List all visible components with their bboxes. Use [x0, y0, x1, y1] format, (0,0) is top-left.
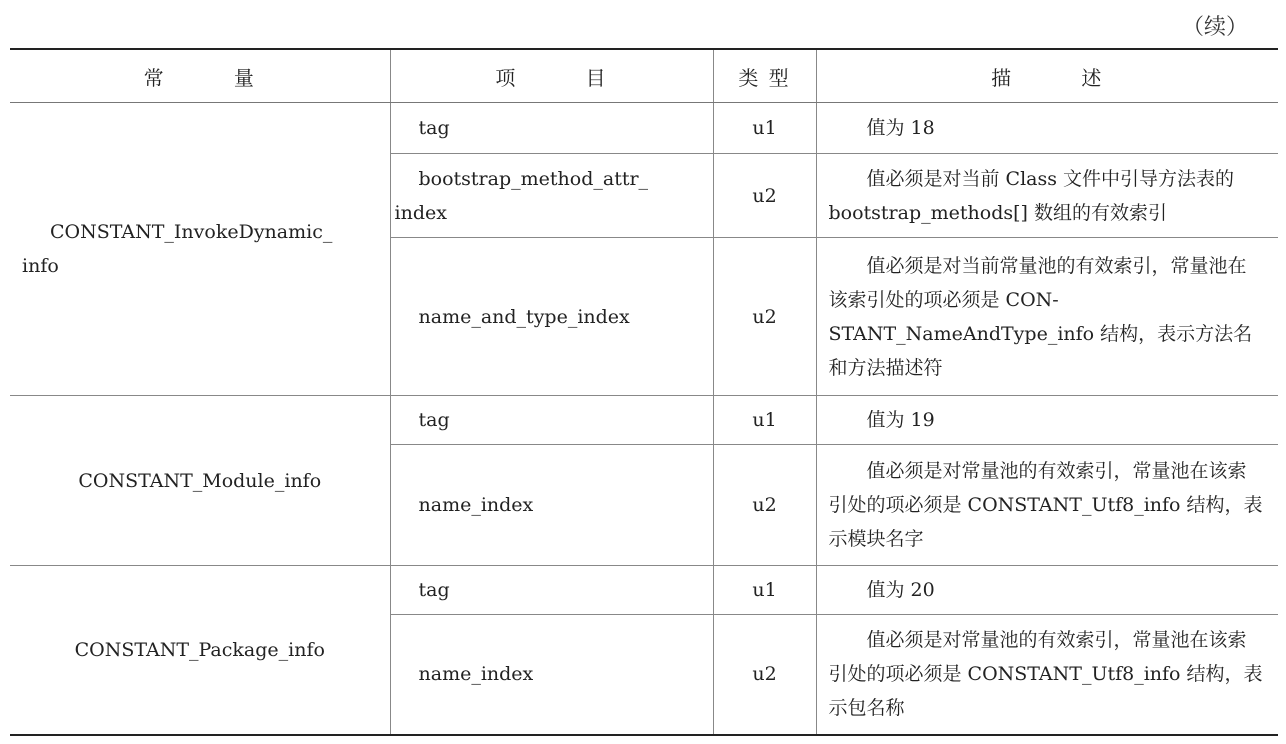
constant-cell-package: CONSTANT_Package_info	[10, 566, 390, 735]
continued-label: （续）	[1181, 15, 1248, 40]
type-cell: u2	[713, 238, 816, 396]
constant-name-line2: info	[22, 255, 59, 277]
constant-pool-table	[10, 48, 1278, 736]
description-text: 值为 19	[866, 409, 935, 431]
description-text: 值必须是对常量池的有效索引，常量池在该索引处的项必须是 CONSTANT_Utf8_info 结构，表示包名称	[828, 629, 1263, 720]
type-cell: u2	[713, 445, 816, 566]
description-text: 值必须是对常量池的有效索引，常量池在该索引处的项必须是 CONSTANT_Utf8_info 结构，表示模块名字	[828, 460, 1263, 550]
constant-name-line1: CONSTANT_InvokeDynamic_	[50, 221, 333, 243]
description-text: 值为 18	[866, 117, 935, 139]
item-cell: tag	[390, 396, 713, 445]
description-cell	[816, 566, 1278, 615]
item-cell	[390, 154, 713, 238]
description-cell	[816, 103, 1278, 154]
item-cell: name_index	[390, 615, 713, 735]
type-cell: u1	[713, 396, 816, 445]
description-text: 值为 20	[866, 579, 935, 601]
header-item: 项 目	[390, 49, 713, 103]
table-row	[10, 396, 1278, 445]
table-row	[10, 566, 1278, 615]
description-text: 值必须是对当前常量池的有效索引，常量池在该索引处的项必须是 CON-STANT_NameAndType_info 结构，表示方法名和方法描述符	[828, 254, 1253, 379]
header-constant: 常 量	[10, 49, 390, 103]
type-cell: u2	[713, 154, 816, 238]
description-cell	[816, 615, 1278, 735]
type-cell: u2	[713, 615, 816, 735]
item-name-line1: bootstrap_method_attr_	[418, 167, 649, 190]
item-name-line2: index	[394, 201, 447, 224]
constant-cell-module: CONSTANT_Module_info	[10, 396, 390, 566]
constant-cell-invokedynamic	[10, 103, 390, 396]
item-cell: name_and_type_index	[390, 238, 713, 396]
description-cell	[816, 396, 1278, 445]
type-cell: u1	[713, 103, 816, 154]
table-row	[10, 103, 1278, 154]
description-cell	[816, 445, 1278, 566]
item-cell: tag	[390, 103, 713, 154]
type-cell: u1	[713, 566, 816, 615]
description-cell	[816, 238, 1278, 396]
header-description: 描 述	[816, 49, 1278, 103]
item-cell: name_index	[390, 445, 713, 566]
item-cell: tag	[390, 566, 713, 615]
header-type: 类 型	[713, 49, 816, 103]
description-cell	[816, 154, 1278, 238]
table-header-row	[10, 49, 1278, 103]
description-text: 值必须是对当前 Class 文件中引导方法表的 bootstrap_methods[] 数组的有效索引	[828, 167, 1235, 224]
